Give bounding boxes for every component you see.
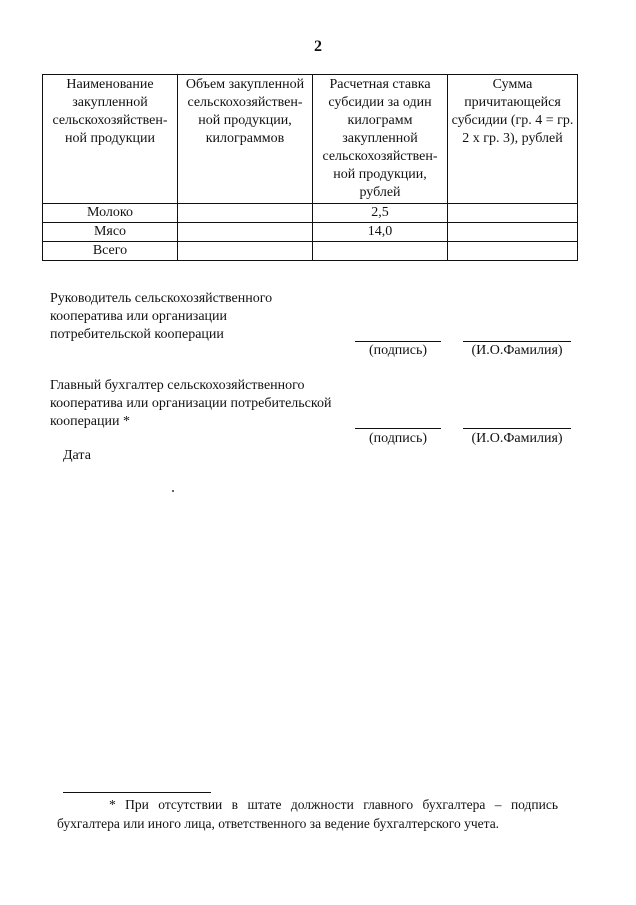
head-name-caption: (И.О.Фамилия) xyxy=(471,343,563,358)
head-signature-title: Руководитель сельскохозяйственного кооператива или организации потребительской кооперации xyxy=(50,291,273,342)
table-cell xyxy=(313,242,448,261)
table-cell: Всего xyxy=(43,242,178,261)
table-row xyxy=(43,223,578,242)
accountant-signature-title: Главный бухгалтер сельскохозяйственного кооператива или организации потребительской кооперации * xyxy=(50,378,332,429)
table-cell: Молоко xyxy=(43,204,178,223)
accountant-signature-caption: (подпись) xyxy=(368,431,428,446)
accountant-name-caption: (И.О.Фамилия) xyxy=(471,431,563,446)
footnote-text: * При отсутствии в штате должности главного бухгалтера – подпись бухгалтера или иного лица, ответственного за ведение бухгалтерского учета. xyxy=(57,797,558,831)
table-cell xyxy=(448,204,578,223)
accountant-signature-line xyxy=(355,428,441,429)
table-cell xyxy=(448,242,578,261)
column-header: Наименование закупленной сельскохозяйствен-ной продукции xyxy=(43,75,178,204)
column-header: Расчетная ставка субсидии за один килограмм закупленной сельскохозяйствен-ной продукции, рублей xyxy=(313,75,448,204)
date-label: Дата xyxy=(63,448,91,463)
table-cell: 14,0 xyxy=(313,223,448,242)
footnote-divider xyxy=(63,792,211,793)
subsidy-table xyxy=(42,74,578,261)
table-cell: 2,5 xyxy=(313,204,448,223)
table-row xyxy=(43,204,578,223)
table-cell xyxy=(178,223,313,242)
page-number: 2 xyxy=(314,38,322,55)
scan-speck xyxy=(172,490,174,492)
column-header: Сумма причитающейся субсидии (гр. 4 = гр. 2 х гр. 3), рублей xyxy=(448,75,578,204)
column-header: Объем закупленной сельскохозяйствен-ной продукции, килограммов xyxy=(178,75,313,204)
head-signature-caption: (подпись) xyxy=(368,343,428,358)
table-cell: Мясо xyxy=(43,223,178,242)
table-cell xyxy=(178,204,313,223)
accountant-name-line xyxy=(463,428,571,429)
table-cell xyxy=(448,223,578,242)
table-cell xyxy=(178,242,313,261)
table-header-row xyxy=(43,75,578,204)
table-row xyxy=(43,242,578,261)
